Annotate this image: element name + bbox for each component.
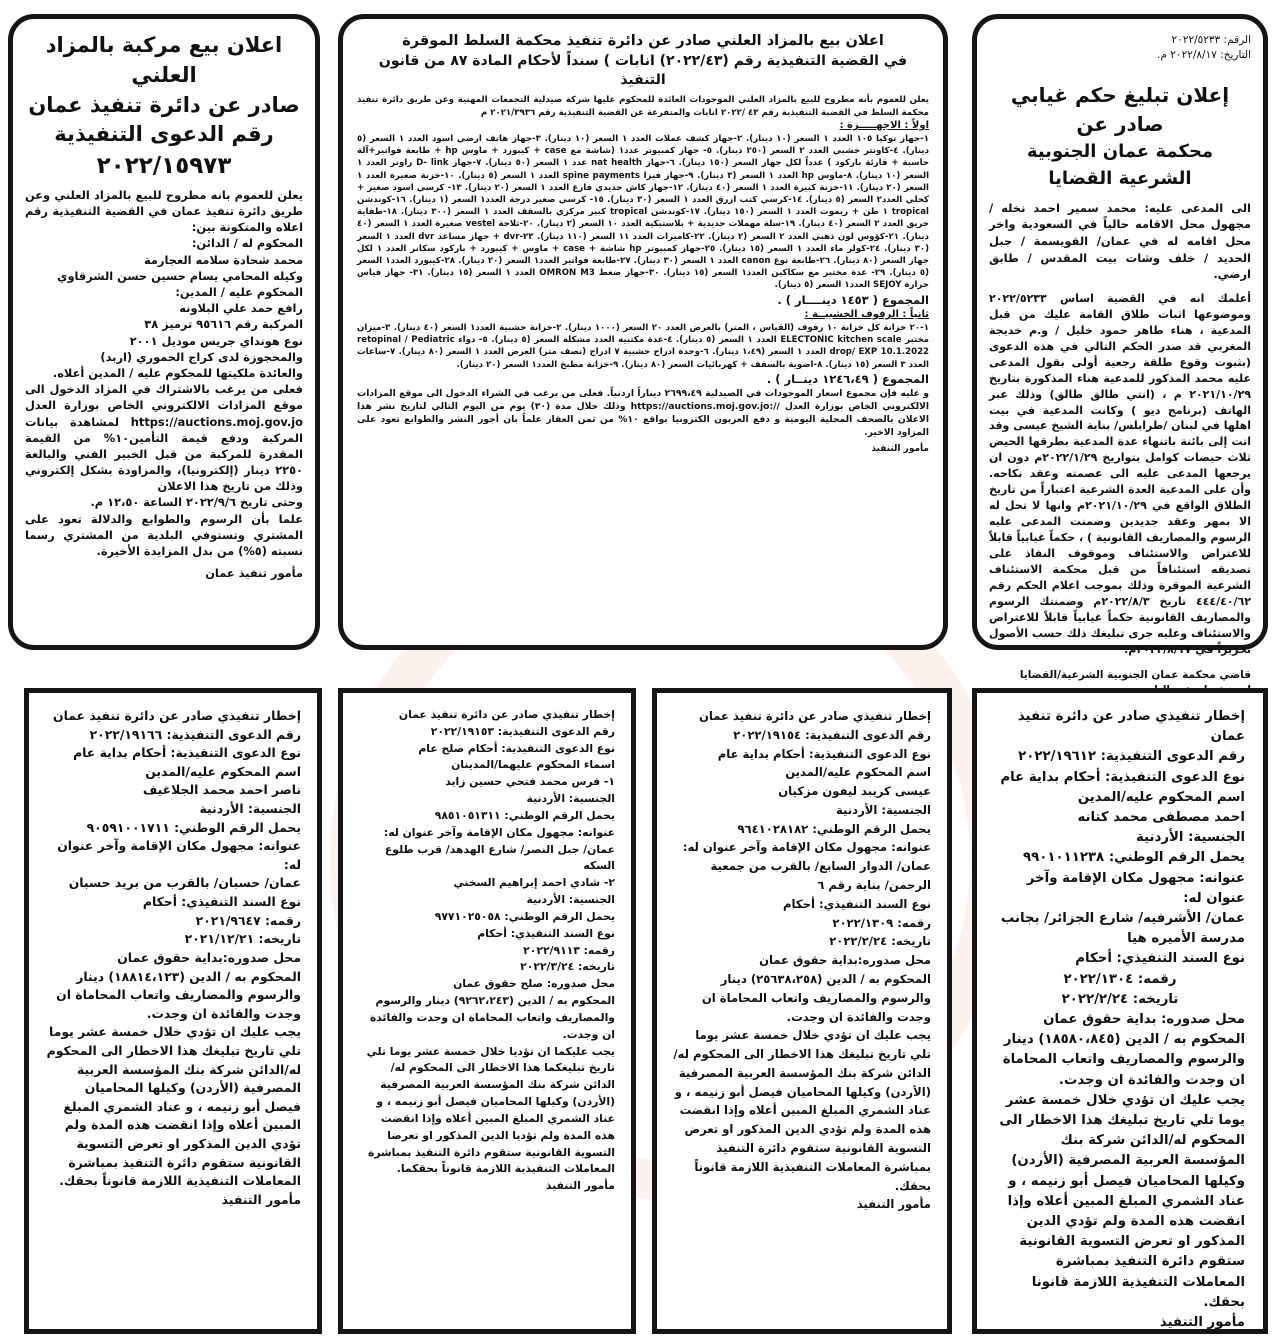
notice-line: عمان/ حسبان/ بالقرب من بريد حسبان — [68, 875, 301, 891]
notice-line: يجب عليك ان تؤدي خلال خمسة عشر يوما تلي تاريخ تبليغك هذا الاخطار الى المحكوم له/الدائن شركة بنك المؤسسة العربية المصرفية (الأردن) وكيلها المحاميان فيصل أبو زنيمه ، و عناد الشمري المبلغ المبين أعلاه وإذا انقضت هذه المدة ولم تؤدي الدين المذكور او تعرض التسوية القانونية ستقوم دائرة التنفيذ بمباشرة المعاملات التنفيذية اللازمة قانونا بحقك. — [999, 1092, 1245, 1310]
notice-line: عمان/ جبل النصر/ شارع الهدهد/ قرب طلوع السكه — [384, 842, 615, 873]
vehicle-line: المحكوم له / الدائن: — [191, 236, 303, 251]
auction-title-2: في القضية التنفيذية رقم (٢٠٢٢/٤٣) انابات ) سنداً لأحكام المادة ٨٧ من قانون التنفيذ — [378, 52, 908, 89]
notice-line: تاريخه: ٢٠٢٢/٢/٢٤ — [1061, 991, 1179, 1007]
notice-line: المحكوم به / الدين (١٨٥٨٠،٨٤٥) دينار والرسوم والمصاريف واتعاب المحاماة ان وجدت والفائدة ان وجدت. — [1002, 1032, 1245, 1088]
exec-notice-19154 — [652, 688, 952, 1334]
notice-line: تاريخه: ٢٠٢٢/٢/٢٤ — [829, 934, 931, 949]
vehicle-line: والعائدة ملكيتها للمحكوم عليه / المدين أعلاه. — [52, 365, 303, 380]
notice-line: الجنسية: الأردنية — [199, 801, 301, 817]
notice-line: يحمل الرقم الوطني: ٩٧٧١٠٢٥٠٥٨ — [434, 909, 615, 923]
vehicle-auction-box — [8, 14, 320, 650]
notice-line: رقمه: ٢٠٢٢/١٣٠٩ — [832, 915, 931, 930]
section-shelves-heading: ثانياً : الرفوف الخشبيــة : — [804, 308, 929, 320]
notice-line: اسم المحكوم عليه/المدين — [1077, 789, 1245, 805]
vehicle-line: محمد شحادة سلامه العجارمة — [143, 252, 303, 267]
notice-line: مأمور التنفيذ — [856, 1197, 931, 1212]
vehicle-sign: مأمور تنفيذ عمان — [205, 566, 303, 581]
notice-line: الجنسية: الأردنية — [526, 792, 615, 806]
notice-title-2: محكمة عمان الجنوبية الشرعية القضايا — [1026, 141, 1214, 189]
notice-line: نوع الدعوى التنفيذية: أحكام بداية عام — [1000, 769, 1245, 785]
vehicle-title-2: صادر عن دائرة تنفيذ عمان — [28, 92, 300, 117]
notice-line: نوع السند التنفيذي: أحكام — [1075, 951, 1245, 967]
notice-line: محل صدوره:بداية حقوق عمان — [117, 949, 301, 965]
judge-title: قاضي محكمة عمان الجنوبية الشرعية/القضايا — [1019, 668, 1251, 681]
section-devices-heading: اولاً : الاجهـــــزة : — [839, 119, 929, 131]
vehicle-line: نوع هونداي جريس موديل ٢٠٠١ — [129, 333, 303, 348]
auction-intro: يعلن للعموم بأنه مطروح للبيع بالمزاد العلني الموجودات العائدة للمحكوم عليها شركة صيدلية التجمعات المهنية وعن طريق دائرة تنفيذ محكمة السلط في القضية التنفيذية رقم ٤٣ /٢٠٢٢ انابات والمتفرعة عن القضية التنفيذية رقم ٢٠٢١/٣٩٣٦ م — [357, 95, 929, 118]
pharmacy-auction-box — [338, 14, 948, 650]
judgment-paragraph: أعلمك انه في القضية اساس ٢٠٢٢/٥٢٣٣ وموضوعها اثبات طلاق القامة عليك من قبل المدعية ، هناء طاهر حمود خليل / و.م خديجة المغربي قد صدر الحكم التالي في هذه الدعوى (بثبوت وقوع طلقة رجعية أولى بقول المدعى عليه محمد المذكور للمدعية هناء المذكورة بتاريخ ٢٠٢١/١٠/٢٩ م ، (انتي طالق طالق) وذلك عبر الهاتف (برنامج ديو ) وكانت المدعية في بيت اهلها في لبنان /طرابلس/ بناية الشيخ عيسى وقد اتت إلى بائنة باتنهاء عدة المدعية بطرقها الحيض ثلاث حيضات كوامل بتواريخ ٢٠٢٢/١/٢٩م دون ان يرجعها المدعى عليه الى عصمته وعقد نكاحه. وأن على المدعية العدة الشرعية اعتباراً من تاريخ الطلاق الواقع في ٢٠٢١/١٠/٢٩م وانها لا تحل له الا بمهر وعقد جديدين وضمنت المدعى عليه الرسوم والمصاريف القانونية ) ، حكماً غيابياً قابلاً للاعتراض والاستئناف وموقوف النفاذ على تصديقه استئنافاً من قبل محكمة الاستئناف الشرعية الموقرة وذلك بموجب اعلام الحكم رقم ٤٤٤/٤٠/٦٢ تاريخ ٢٠٢٢/٨/٣م وضمنتك الرسوم والمصاريف القانونية حكماً غيابياً قابلاً للاعتراض والاستئناف وعليه جرى تبليغك ذلك حسب الأصول تحريراً في ٢٠٢٢/٨/١٧م. — [988, 291, 1251, 656]
notice-line: مأمور التنفيذ — [221, 1191, 301, 1207]
auction-sign: مأمور التنفيذ — [871, 444, 929, 455]
notice-line: ٢- شادي احمد إبراهيم السخني — [453, 876, 615, 890]
notice-line: رقم الدعوى التنفيذية: ٢٠٢٢/١٩٦١٢ — [1018, 749, 1245, 765]
vehicle-line: وحتى تاريخ ٢٠٢٢/٩/٦ الساعة ١٢،٥٠ م. — [90, 495, 303, 510]
exec-notice-19166 — [24, 688, 322, 1334]
notice-line: المحكوم به / الدين (٩٢٦٢،٢٤٣) دينار والرسوم والمصاريف واتعاب المحاماة ان وجدت والفائدة ان وجدت. — [369, 994, 615, 1041]
notice-line: عمان/ الدوار السابع/ بالقرب من جمعية الرحمن/ بناية رقم ٦ — [710, 859, 931, 893]
notice-line: نوع الدعوى التنفيذية: أحكام بداية عام — [73, 745, 301, 761]
exec-notice-19153 — [338, 688, 636, 1334]
notice-line: إخطار تنفيذي صادر عن دائرة تنفيذ عمان — [398, 708, 615, 721]
notice-line: رقمه: ٢٠٢٢/٩١١٣ — [523, 943, 615, 957]
vehicle-line: المحكوم عليه / المدين: — [175, 285, 303, 300]
notice-line: يحمل الرقم الوطني: ٩٨٥١٠٥١٣١١ — [434, 808, 615, 822]
vehicle-line: يعلن للعموم بانه مطروح للبيع بالمزاد العلني وعن طريق دائرة تنفيذ عمان في القضية التنفيذية رقم اعلاه والمتكونة بين: — [25, 187, 303, 235]
notice-line: مأمور التنفيذ — [545, 1179, 615, 1193]
ref-date: التاريخ: ٢٠٢٢/٨/١٧ م. — [1157, 49, 1251, 62]
notice-line: تاريخه: ٢٠٢١/١٢/٢١ — [184, 931, 301, 947]
notice-line: عنوانه: مجهول مكان الإقامة وآخر عنوان له: — [682, 840, 931, 855]
notice-title-1: إعلان تبليغ حكم غيابي صادر عن — [1010, 83, 1230, 137]
notice-line: رقم الدعوى التنفيذية: ٢٠٢٢/١٩١٥٤ — [733, 727, 931, 742]
section-devices-items: ١-جهاز نوكيا ١٠٥ العدد ١ السعر (١٠ دينار). ٢-جهاز كشف عملات العدد ١ السعر (١٠ دينار). ٣-جهاز هاتف ارضي اسود العدد ١ السعر (٥ دينار). ٤-كاونتر خشبي العدد ٢ السعر (٢٥٠ دينار). ٥- جهاز كمبيوتر عدد١ (شاشة مع case + كيبورد + ماوس hp + طابعة فواتير+آلة حاسبة + قارئة باركود ) عدداً لكل جهاز السعر (١٥٠ دينار). ٦-جهاز nat health عدد ١ السعر (٥٠ دينار). ٧-جهاز D- link راوتر العدد ١ السعر (١٠ دينار). ٨-ماوس hp العدد ١ السعر (٣ دينار). ٩-جهاز فيزا spine payments العدد ١ السعر (٥ دينار). ١٠-خزنة صغيرة العدد ١ السعر (٢٠ دينار). ١١-خزنة كبيرة العدد ١ السعر (٤٠ دينار). ١٢-جهاز كاش حديدي فارغ العدد ١ السعر (٢٠ دينار). ١٣- كرسي اسود صغير + كحلي العدد٢ السعر (٥ دينار). ١٤-كرسي كتب ازرق العدد ١ السعر (٣٠ دينار). ١٥- كرسي صغير درجة العدد١ السعر (١ دينار). ١٦-كوندشن tropical ١ طن + ريموت العدد ١ السعر (١٥٠ دينار). ١٧-كوندشن tropical كبير مركزي بالسقف العدد ١ السعر (٣٠٠ دينار). ١٨-طفاية حريق العدد ٢ السعر (٤٠ دينار). ١٩-سلة مهملات حديدية + بلاستيكية العدد ١٠ السعر (٢ دينار). ٢٠-ثلاجة vestel صغيرة العدد ١ السعر (٤٠ دينار). ٢١-كؤوس لون ذهبي العدد ٢ السعر (٢ دينار). ٢٢-كاميرات العدد ١١ السعر (١١٠ دينار). ٢٣-dvr + جهاز مساعد dvr العدد ١ السعر (٣٠ دينار). ٢٤-كولر ماء العدد ١ السعر (١٥ دينار). ٢٥-جهاز كمبيوتر hp شاشة + case + ماوس + كيبورد + باركود سكانر العدد ١ لكل جهاز السعر (٨٠ دينار). ٢٦-طابعة نوع canon العدد ١ السعر (٣٠ دينار). ٢٧-طابعة فواتير العدد١ السعر (٢٠ دينار). ٢٨-كيبورد العدد١ السعر (٥ دينار). ٢٩- عدة مختبر مع سكاكين العدد١ السعر (١٥ دينار). ٣٠-جهاز ضغط OMRON M3 العدد ١ السعر (١٥ دينار). ٣١- جهاز قياس حرارة SEJOY العدد١ السعر (٥ دينار). — [357, 133, 930, 291]
auction-title-1: اعلان بيع بالمزاد العلني صادر عن دائرة تنفيذ محكمة السلط الموقرة — [402, 33, 884, 49]
notice-line: نوع السند التنفيذي: أحكام — [783, 896, 931, 911]
notice-line: المحكوم به / الدين (٢٥٦٣٨،٢٥٨) دينار والرسوم والمصاريف واتعاب المحاماة ان وجدت والفائدة ان وجدت. — [701, 971, 931, 1024]
vehicle-line: وكيله المحامي يسام حسين حسن الشرقاوي — [57, 268, 303, 283]
vehicle-line: فعلى من يرغب بالاشتراك في المزاد الدخول الى موقع المزادات الالكتروني الخاص بوزارة العدل https://auctions.moj.gov.jo لمشاهدة بيانات المركبة ودفع قيمة التأمين١٠% من القيمة المقدرة للمركبة من قبل الخبير الفني والبالغة ٢٢٥٠ دينار (إلكترونيا)، والمزاودة بشكل إلكتروني وذلك من تاريخ هذا الاعلان — [25, 382, 303, 494]
vehicle-line: رافع حمد علي البلاونه — [179, 301, 303, 316]
notice-line: رقمه: ٢٠٢١/٩٦٤٧ — [195, 912, 301, 928]
notice-line: نوع الدعوى التنفيذية: أحكام بداية عام — [717, 746, 931, 761]
notice-line: عنوانه: مجهول مكان الإقامة وآخر عنوان له: — [1026, 870, 1245, 906]
vehicle-lines — [25, 187, 303, 559]
vehicle-line: علما بأن الرسوم والطوابع والدلالة تعود على المشتري وتستوفي البلدية من المشتري رسما نسبته (٥%) من بدل المزايدة الأخيرة. — [25, 511, 303, 559]
notice-line: عنوانه: مجهول مكان الإقامة وآخر عنوان له: — [57, 838, 301, 872]
notice-line: إخطار تنفيذي صادر عن دائرة تنفيذ عمان — [53, 708, 301, 723]
notice-line: تاريخه: ٢٠٢٢/٣/٢٤ — [520, 960, 615, 974]
defendant-paragraph: الى المدعى عليه: محمد سمير احمد نخله / مجهول محل الاقامه حالياً في السعودية واخر محل اقامه له في عمان/ القويسمة / جبل الحديد / خلف وشات بيت المقدس / طابق ارضي. — [989, 200, 1251, 282]
notice-line: يحمل الرقم الوطني: ٩٠٥٩١٠٠١٧١١ — [86, 819, 301, 835]
vehicle-title-3: رقم الدعوى التنفيذية — [54, 122, 274, 147]
notice-line: رقم الدعوى التنفيذية: ٢٠٢٢/١٩١٦٦ — [89, 726, 301, 742]
notice-line: اسماء المحكوم عليهما/المدينان — [451, 758, 615, 772]
vehicle-title-1: اعلان بيع مركبة بالمزاد العلني — [45, 33, 283, 87]
notice-line: يجب عليكما ان تؤديا خلال خمسة عشر يوما تلي تاريخ تبليغكما هذا الاخطار الى المحكوم له/ الدائن شركة بنك المؤسسة العربية المصرفية (الأردن) وكيلها المحاميان فيصل أبو زنيمه ، و عناد الشمري المبلغ المبين أعلاه وإذا انقضت هذه المدة ولم تؤديا الدين المذكور او تعرضا التسوية القانونية ستقوم دائرة التنفيذ بمباشرة المعاملات التنفيذية اللازمة قانوناً بحقكما. — [366, 1044, 615, 1176]
notice-line: عيسى كريبد ليفون مزكيان — [778, 784, 931, 799]
notice-line: يجب عليك ان تؤدي خلال خمسة عشر يوما تلي تاريخ تبليغك هذا الاخطار الى المحكوم له/ الدائن شركة بنك المؤسسة العربية المصرفية (الأردن) وكيلها المحاميان فيصل أبو زنيمه ، و عناد الشمري المبلغ المبين أعلاه وإذا انقضت هذه المدة ولم تؤدي الدين المذكور او تعرض التسوية القانونية ستقوم دائرة التنفيذ بمباشرة المعاملات التنفيذية اللازمة قانوناً بحقك. — [673, 1028, 931, 1193]
notice-line: الجنسية: الأردنية — [836, 802, 931, 817]
notice-line: يجب عليك ان تؤدي خلال خمسة عشر يوما تلي تاريخ تبليغك هذا الاخطار الى المحكوم له/الدائن شركة بنك المؤسسة العربية المصرفية (الأردن) وكيلها المحاميان فيصل أبو زنيمه ، و عناد الشمري المبلغ المبين أعلاه وإذا انقضت هذه المدة ولم تؤدي الدين المذكور او تعرض التسوية القانونية ستقوم دائرة التنفيذ بمباشرة المعاملات التنفيذية اللازمة قانوناً بحقك. — [46, 1024, 301, 1189]
section-shelves-total: المجموع ( ١٢٤٦،٤٩ دينــار ) . — [766, 371, 929, 386]
notice-line: ناصر احمد محمد الجلاغيف — [142, 782, 301, 798]
notice-line: اسم المحكوم عليه/المدين — [145, 763, 301, 779]
notice-line: اسم المحكوم عليه/المدين — [785, 765, 931, 780]
vehicle-case-number: ٢٠٢٢/١٥٩٧٣ — [96, 153, 232, 180]
notice-line: مأمور التنفيذ — [1159, 1315, 1245, 1331]
notice-line: نوع السند التنفيذي: أحكام — [477, 926, 615, 940]
notice-line: المحكوم به / الدين (١٨٨١٤،١٢٣) دينار والرسوم والمصاريف واتعاب المحاماة ان وجدت والفائدة ان وجدت. — [56, 968, 301, 1021]
vehicle-line: المركبة رقم ٩٥٦١٦ ترميز ٣٨ — [144, 317, 303, 332]
notice-line: احمد مصطفى محمد كتانه — [1077, 810, 1245, 826]
notice-line: نوع السند التنفيذي: أحكام — [142, 894, 301, 910]
notice-line: الجنسية: الأردنية — [1136, 830, 1245, 846]
section-shelves-items: ١-٢٠ خزانة كل خزانة ١٠ رفوف (القياس ، المتر) بالعرض العدد ٢٠ السعر (١٠٠٠ دينار). ٢-خزانة خشبية العدد١ السعر (٤٠ دينار). ٣-ميزان مختبر ELECTONIC kitchen scale العدد ١ السعر (٥ دينار). ٤-عدة مكتبية العدد مشكلة السعر (٥ دينار). ٥- دواء retopinal / Pediatric drop/ EXP 10.1.2022 العدد ١ السعر (١،٤٩ دينار). ٦-وحدة ادراج خشبية ٧ ادراج (نصف متر) العرض العدد ١ السعر (٨٠ دينار). ٧-ساعات العدد ٣ السعر (١٥ دينار). ٨-اضوية بالسقف + كهربائيات السعر (٨٠ دينار). ٩-خزانة مطبخ العدد١ السعر (٢٠ دينار). — [357, 323, 930, 370]
notice-line: عمان/ الأشرفيه/ شارع الجزائر/ بجانب مدرسة الأميره هيا — [1000, 911, 1245, 947]
auction-closing: و عليه فإن مجموع اسعار الموجودات في الصيدلية ٢٦٩٩،٤٩ ديناراً اردنياً. فعلى من يرغب في الشراء الدخول الى موقع المزادات الالكتروني الخاص بوزارة العدل //:https://auctions.moj.gov.jo وذلك خلال مدة (٣٠) يوم من اليوم التالي لتاريخ نشر هذا الاعلان بالصحف المحلية اليومية و دفع العربون الكترونيا بواقع ١٠% من ثمن العقار علماً بان أجور النشر والطوابع تعود على المزاود الاخير. — [357, 388, 930, 439]
notice-line: محل صدوره:بداية حقوق عمان — [759, 953, 931, 968]
judgment-notice-box — [972, 14, 1268, 681]
section-devices-total: المجموع ( ١٤٥٣ دينــــار ) . — [777, 292, 929, 307]
notice-line: محل صدوره: بداية حقوق عمان — [1043, 1012, 1245, 1028]
notice-line: إخطار تنفيذي صادر عن دائرة تنفيذ عمان — [698, 709, 931, 723]
notice-line: يحمل الرقم الوطني: ٩٩٠١٠١١٢٣٨ — [1023, 850, 1245, 866]
notice-line: رقمه: ٢٠٢٢/١٣٠٤ — [1063, 971, 1177, 987]
notice-line: يحمل الرقم الوطني: ٩٦٤١٠٢٨١٨٢ — [737, 821, 931, 836]
notice-line: رقم الدعوى التنفيذية: ٢٠٢٢/١٩١٥٣ — [430, 724, 615, 738]
notice-line: محل صدوره: صلح حقوق عمان — [453, 977, 615, 991]
exec-notice-19612 — [972, 688, 1268, 1334]
notice-line: الجنسية: الأردنية — [526, 893, 615, 907]
vehicle-line: والمحجوزة لدى كراج الحموري (اربد) — [100, 349, 303, 364]
ref-number: الرقم: ٢٠٢٢/٥٢٣٣ — [1171, 34, 1251, 46]
notice-line: عنوانه: مجهول مكان الإقامة وآخر عنوان له: — [383, 825, 615, 839]
notice-line: نوع الدعوى التنفيذية: أحكام صلح عام — [418, 741, 615, 755]
notice-line: ١- فرس محمد فتحي حسين زايد — [445, 775, 615, 789]
notice-line: إخطار تنفيذي صادر عن دائرة تنفيذ عمان — [1017, 709, 1245, 745]
